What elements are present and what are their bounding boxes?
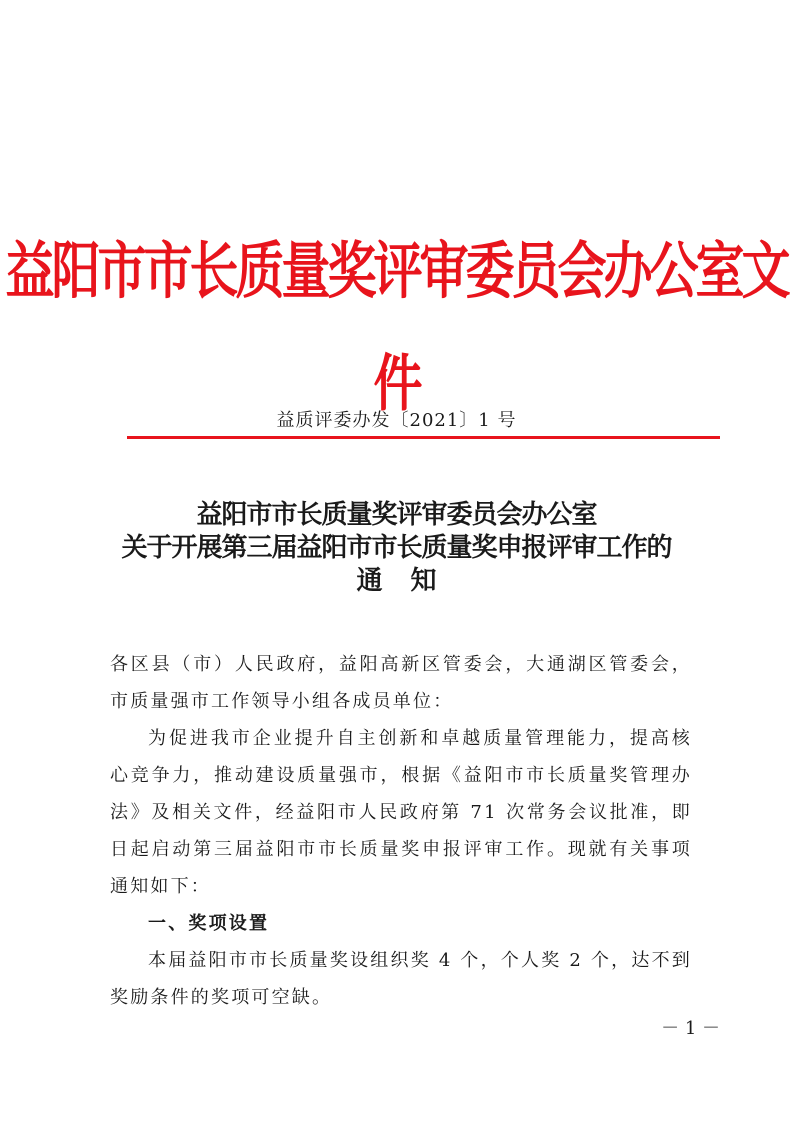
document-number: 益质评委办发〔2021〕1 号 xyxy=(276,410,517,431)
notice-body xyxy=(110,646,692,1016)
document-header-title: 益阳市市长质量奖评审委员会办公室文件 xyxy=(5,235,788,420)
section-heading-award-settings: 一、奖项设置 xyxy=(148,913,270,934)
award-settings-paragraph: 本届益阳市市长质量奖设组织奖 4 个，个人奖 2 个，达不到奖励条件的奖项可空缺。 xyxy=(110,950,692,1008)
red-divider-rule xyxy=(127,436,720,439)
addressees-paragraph: 各区县（市）人民政府，益阳高新区管委会，大通湖区管委会，市质量强市工作领导小组各成员单位： xyxy=(110,654,692,712)
notice-title xyxy=(0,499,793,598)
notice-title-line-3: 通知 xyxy=(356,566,465,596)
intro-paragraph: 为促进我市企业提升自主创新和卓越质量管理能力，提高核心竞争力，推动建设质量强市，根据《益阳市市长质量奖管理办法》及相关文件，经益阳市人民政府第 71 次常务会议批准，即日起启动第三届益阳市市长质量奖申报评审工作。现就有关事项通知如下： xyxy=(110,728,692,897)
notice-title-line-2: 关于开展第三届益阳市市长质量奖申报评审工作的 xyxy=(121,533,672,563)
notice-title-line-1: 益阳市市长质量奖评审委员会办公室 xyxy=(196,500,597,530)
page-number: － 1 － xyxy=(661,1018,720,1039)
